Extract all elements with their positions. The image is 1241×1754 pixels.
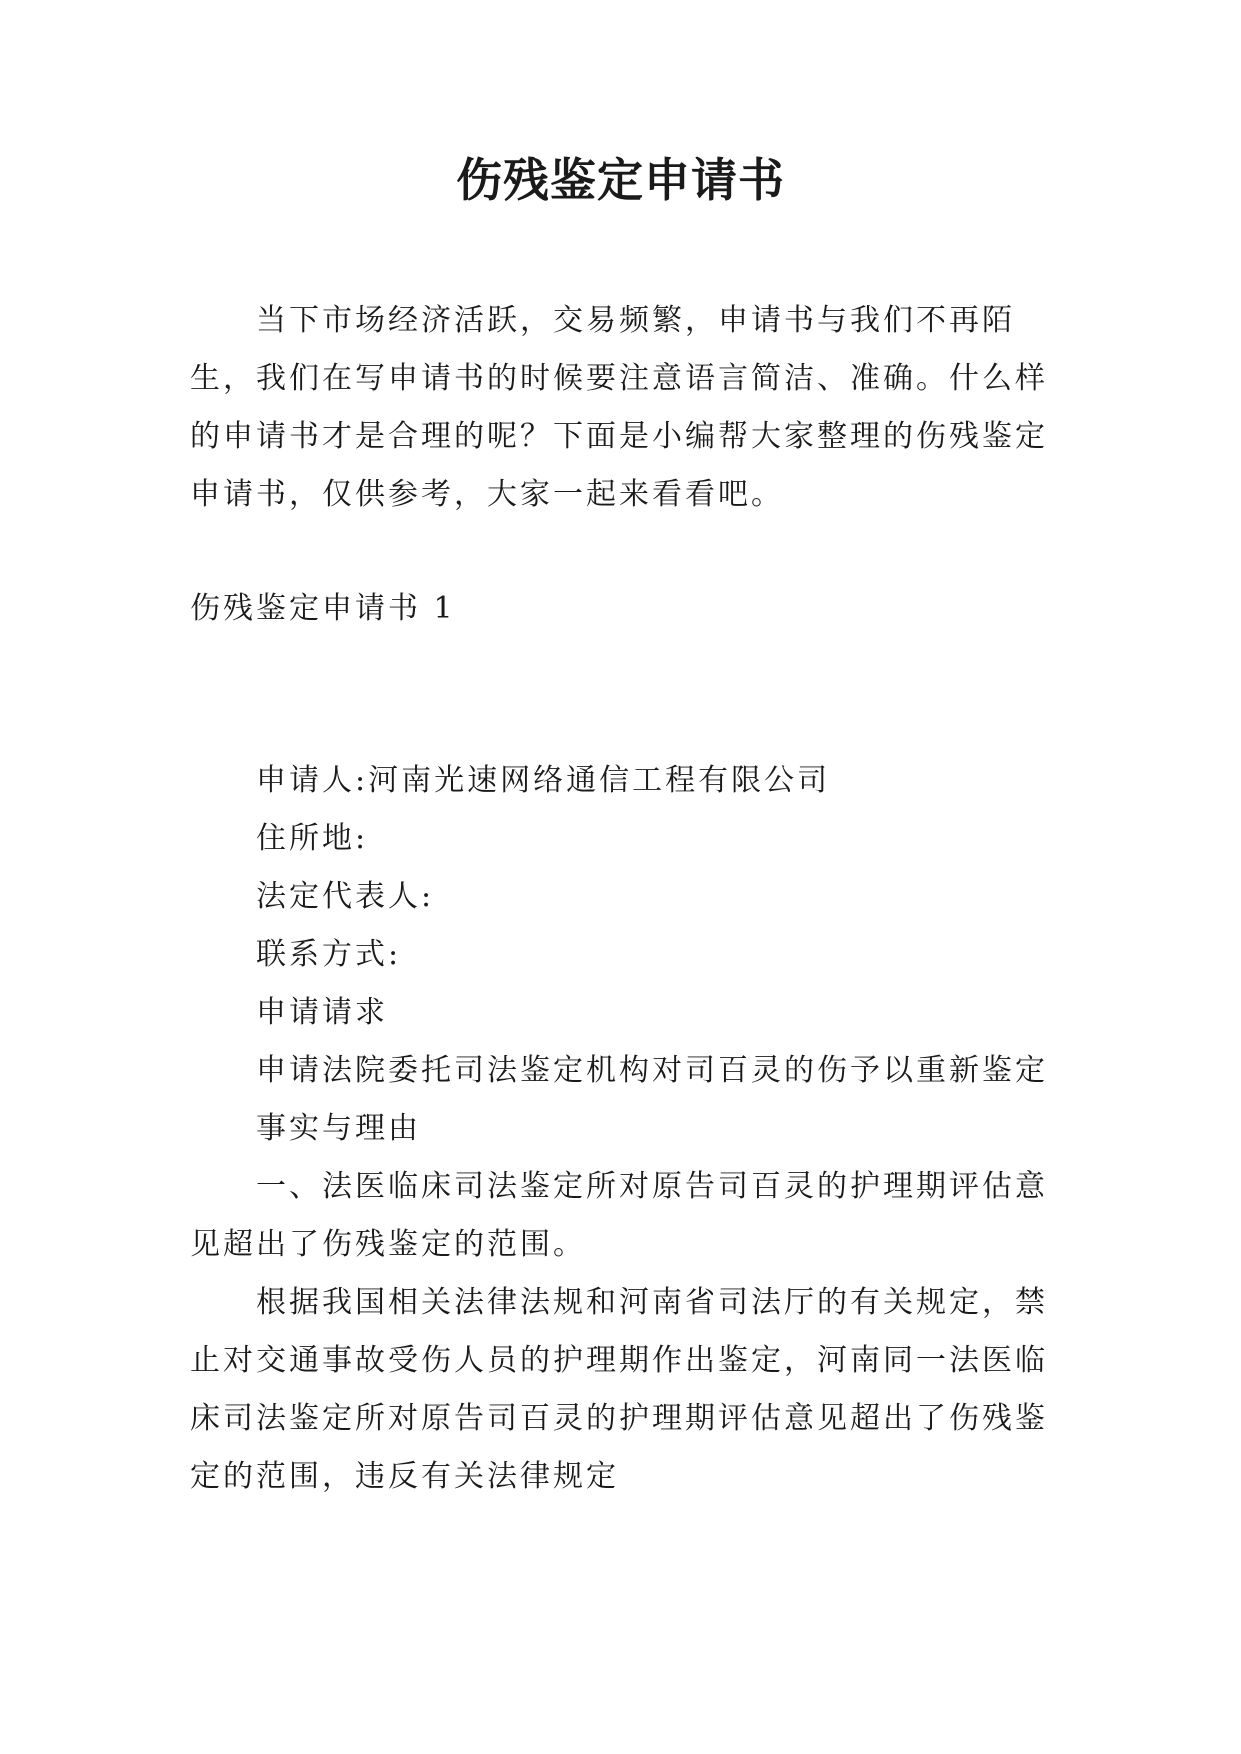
point-one-detail: 根据我国相关法律法规和河南省司法厅的有关规定，禁止对交通事故受伤人员的护理期作出鉴定，河南同一法医临床司法鉴定所对原告司百灵的护理期评估意见超出了伤残鉴定的范围，违反有关法律规定 (190, 1285, 1048, 1494)
intro-text: 当下市场经济活跃，交易频繁，申请书与我们不再陌生，我们在写申请书的时候要注意语言简洁、准确。什么样的申请书才是合理的呢？下面是小编帮大家整理的伤残鉴定申请书，仅供参考，大家一起来看看吧。 (190, 303, 1048, 512)
contact-line: 联系方式: (256, 937, 402, 972)
request-text: 申请法院委托司法鉴定机构对司百灵的伤予以重新鉴定 (256, 1053, 1048, 1088)
facts-heading: 事实与理由 (256, 1111, 421, 1146)
request-heading: 申请请求 (256, 995, 388, 1030)
legal-rep-line: 法定代表人: (256, 879, 435, 914)
document-title: 伤残鉴定申请书 (456, 153, 785, 207)
address-line: 住所地: (256, 821, 369, 856)
point-one: 一、法医临床司法鉴定所对原告司百灵的护理期评估意见超出了伤残鉴定的范围。 (190, 1169, 1048, 1262)
intro-paragraph (190, 292, 1052, 524)
applicant-line: 申请人:河南光速网络通信工程有限公司 (256, 763, 831, 798)
application-body (190, 752, 1052, 1506)
section-title: 伤残鉴定申请书 1 (190, 591, 456, 626)
